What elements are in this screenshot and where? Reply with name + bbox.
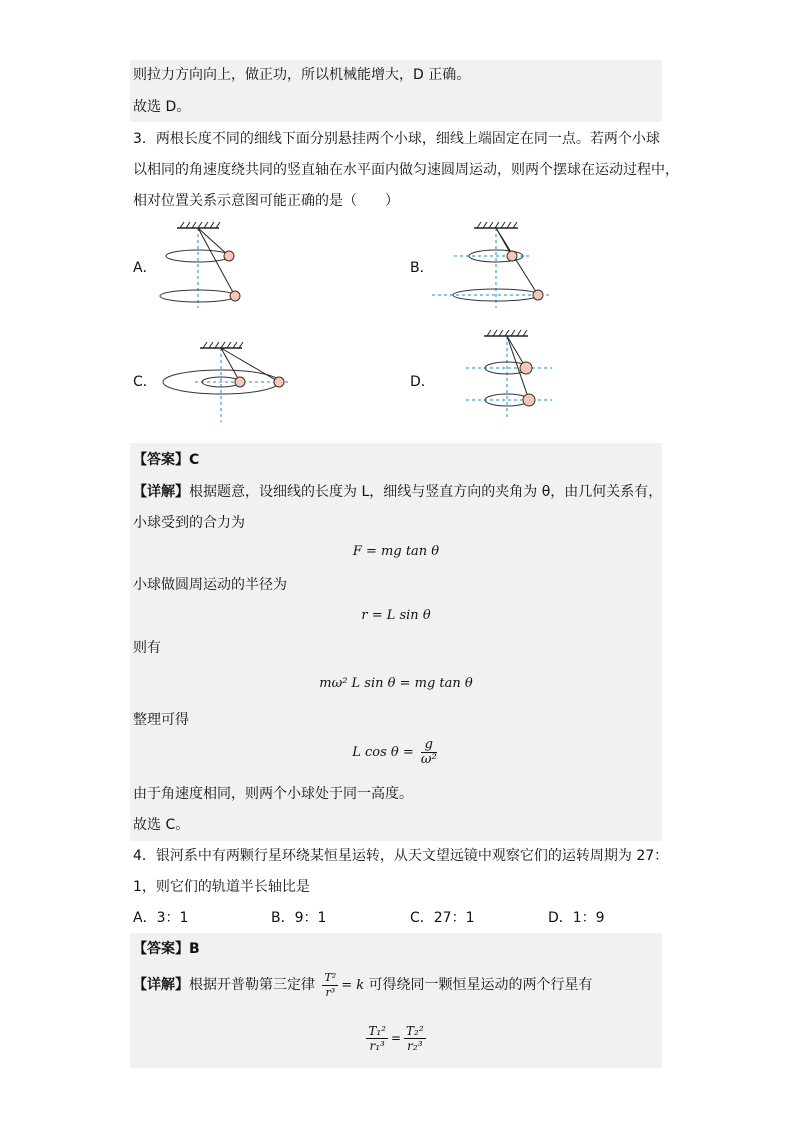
q3-diagram-a (155, 220, 265, 310)
q4-stem-2: 1，则它们的轨道半长轴比是 (133, 879, 310, 895)
q3-detail-4: 则有 (133, 640, 161, 656)
q4-detail-pre: 根据开普勒第三定律 (189, 977, 315, 993)
q3-detail-1 (133, 482, 662, 502)
q4-eq-equals: = (390, 1031, 402, 1045)
q3-equation-3: mω² L sin θ = mg tan θ (319, 676, 473, 691)
q3-detail-text-1: 根据题意，设细线的长度为 L，细线与竖直方向的夹角为 θ，由几何关系有， (189, 484, 663, 500)
q4-eq-left-fraction (366, 1024, 388, 1053)
q4-kepler-fraction (322, 971, 338, 1000)
q4-detail-label: 【详解】 (133, 977, 189, 993)
q3-detail-5: 整理可得 (133, 712, 189, 728)
q3-diagram-d (462, 328, 562, 423)
q3-option-c-label: C． (133, 374, 157, 390)
q4-detail-post: 可得绕同一颗恒星运动的两个行星有 (368, 977, 593, 993)
q3-option-d-label: D． (410, 374, 435, 390)
q4-eq-left-denominator: r₁³ (369, 1039, 385, 1053)
q4-stem-1: 4．银河系中有两颗行星环绕某恒星运转，从天文望远镜中观察它们的运转周期为 27： (133, 848, 669, 864)
q4-eq-right-fraction (404, 1024, 426, 1053)
q3-eq4-numerator: g (421, 738, 437, 753)
q4-kepler-denominator: r³ (325, 985, 336, 999)
q4-detail-1 (133, 968, 593, 1003)
q3-detail-6: 由于角速度相同，则两个小球处于同一高度。 (133, 786, 413, 802)
q3-eq4-left: L cos θ = (352, 745, 414, 760)
q4-answer: 【答案】B (133, 941, 200, 957)
q3-diagram-c (160, 338, 295, 423)
q4-eq-left-numerator: T₁² (368, 1024, 386, 1038)
q4-option-a: A．3：1 (133, 910, 189, 926)
q3-equation-2: r = L sin θ (361, 608, 431, 623)
q3-detail-2: 小球受到的合力为 (133, 515, 245, 531)
q3-eq4-fraction (421, 738, 437, 767)
q3-equation-4 (130, 738, 662, 767)
q3-stem-3: 相对位置关系示意图可能正确的是（ ） (133, 193, 399, 209)
q3-detail-7: 故选 C。 (133, 817, 190, 833)
answer-band-q3 (130, 443, 662, 841)
q3-option-a-label: A． (133, 260, 157, 276)
prev-line-2: 故选 D。 (133, 99, 191, 115)
q3-eq4-denominator: ω² (420, 752, 437, 767)
q4-option-d: D．1：9 (548, 910, 605, 926)
q3-stem-1: 3．两根长度不同的细线下面分别悬挂两个小球，细线上端固定在同一点。若两个小球 (133, 131, 660, 147)
q3-stem-2: 以相同的角速度绕共同的竖直轴在水平面内做匀速圆周运动，则两个摆球在运动过程中， (133, 162, 679, 178)
q3-detail-3: 小球做圆周运动的半径为 (133, 577, 287, 593)
prev-line-1: 则拉力方向向上，做正功，所以机械能增大，D 正确。 (133, 67, 471, 83)
q4-eq-right-numerator: T₂² (406, 1024, 424, 1038)
q3-option-b-label: B． (410, 260, 434, 276)
q4-equation (130, 1018, 662, 1058)
q4-eq-right-denominator: r₂³ (407, 1039, 423, 1053)
q4-kepler-numerator: T² (324, 970, 337, 984)
q3-detail-label: 【详解】 (133, 484, 189, 500)
q4-option-b: B．9：1 (271, 910, 327, 926)
q3-answer: 【答案】C (133, 452, 200, 468)
q4-kepler-rhs: = k (341, 978, 365, 993)
q3-equation-1: F = mg tan θ (352, 544, 440, 559)
q3-diagram-b (432, 220, 557, 310)
q4-option-c: C．27：1 (410, 910, 475, 926)
